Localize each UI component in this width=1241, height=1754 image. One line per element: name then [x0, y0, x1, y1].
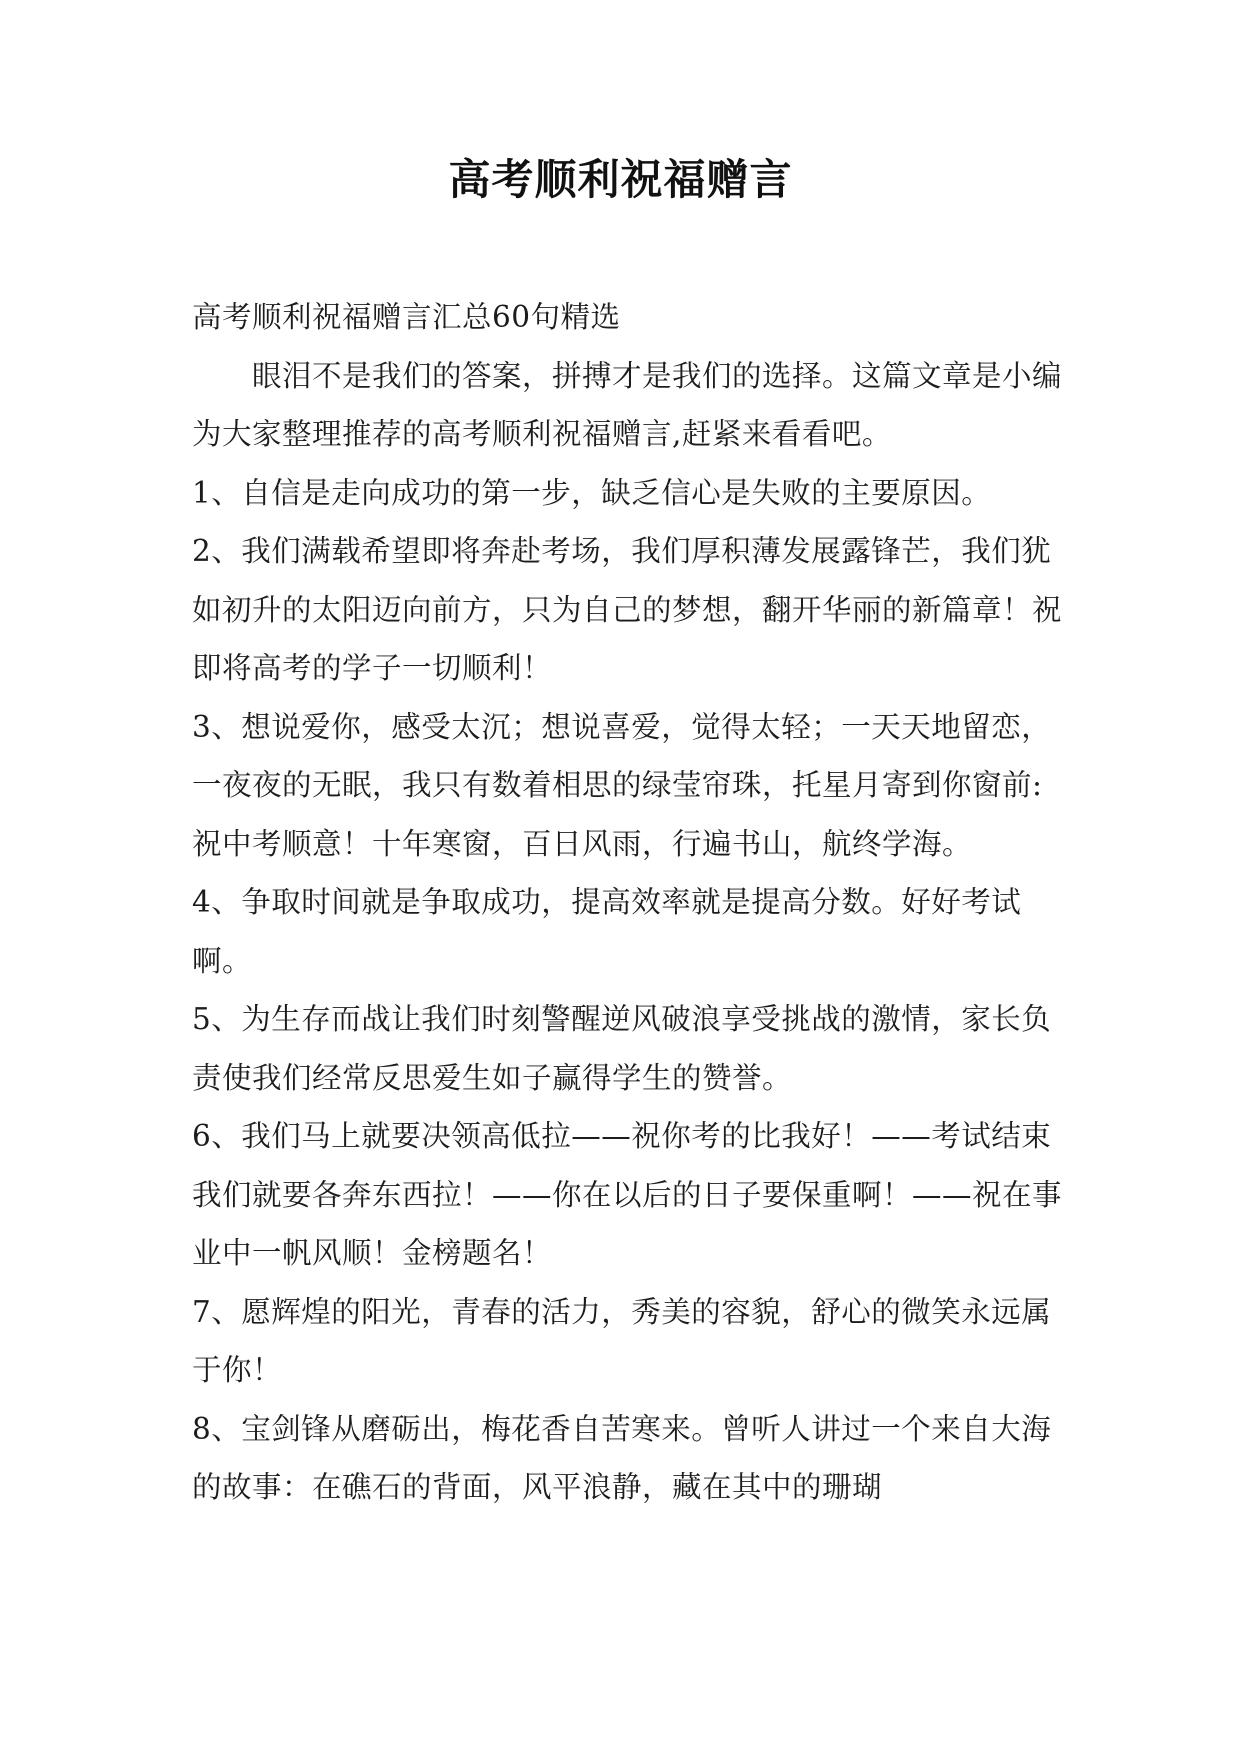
list-item: 1、自信是走向成功的第一步，缺乏信心是失败的主要原因。	[192, 475, 992, 510]
list-item: 2、我们满载希望即将奔赴考场，我们厚积薄发展露锋芒，我们犹如初升的太阳迈向前方，只为自己的梦想，翻开华丽的新篇章！祝即将高考的学子一切顺利！	[192, 534, 1063, 685]
document-subtitle: 高考顺利祝福赠言汇总60句精选	[192, 300, 621, 334]
document-title: 高考顺利祝福赠言	[448, 155, 793, 204]
list-item: 4、争取时间就是争取成功，提高效率就是提高分数。好好考试啊。	[192, 885, 1022, 978]
list-item: 7、愿辉煌的阳光，青春的活力，秀美的容貌，舒心的微笑永远属于你！	[192, 1294, 1052, 1387]
intro-paragraph: 眼泪不是我们的答案，拼搏才是我们的选择。这篇文章是小编为大家整理推荐的高考顺利祝福赠言,赶紧来看看吧。	[192, 358, 1063, 451]
document-body	[192, 288, 1068, 1517]
list-item: 5、为生存而战让我们时刻警醒逆风破浪享受挑战的激情，家长负责使我们经常反思爱生如子赢得学生的赞誉。	[192, 1002, 1052, 1095]
list-item: 3、想说爱你，感受太沉；想说喜爱，觉得太轻；一天天地留恋，一夜夜的无眠，我只有数着相思的绿莹帘珠，托星月寄到你窗前: 祝中考顺意！十年寒窗，百日风雨，行遍书山，航终学海。	[192, 709, 1052, 861]
list-item: 8、宝剑锋从磨砺出，梅花香自苦寒来。曾听人讲过一个来自大海的故事：在礁石的背面，风平浪静，藏在其中的珊瑚	[192, 1411, 1052, 1504]
list-item: 6、我们马上就要决领高低拉——祝你考的比我好！——考试结束我们就要各奔东西拉！——你在以后的日子要保重啊！——祝在事业中一帆风顺！金榜题名！	[192, 1119, 1063, 1270]
